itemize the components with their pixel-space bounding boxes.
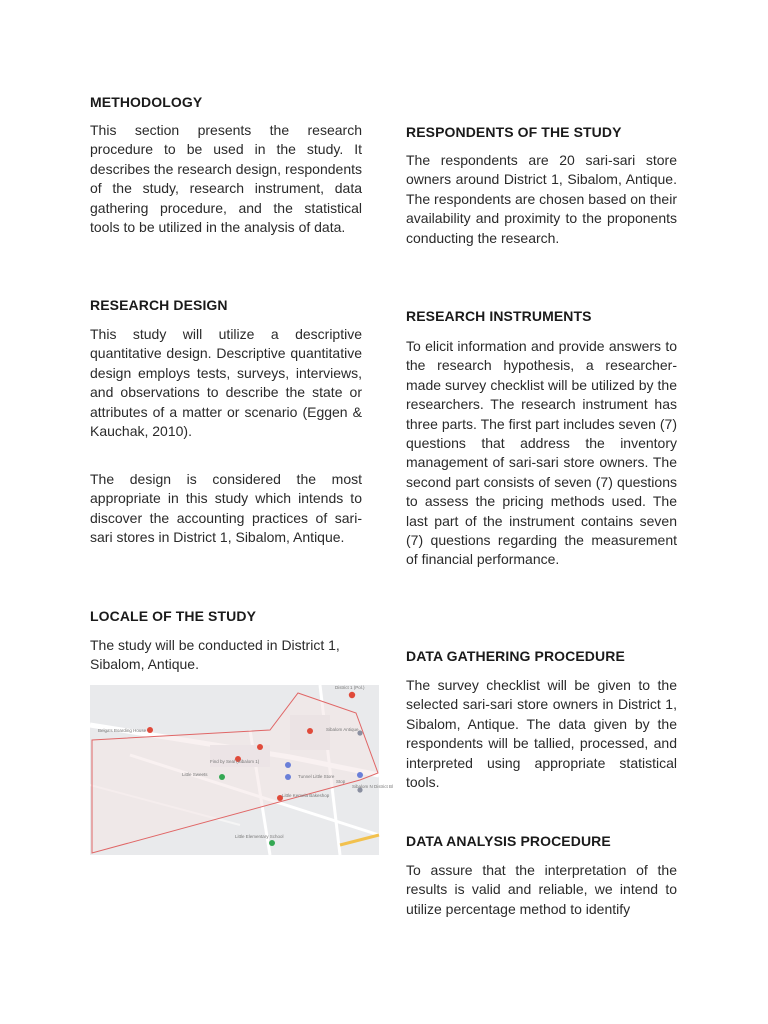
locale-body: The study will be conducted in District 1, Sibalom, Antique. (90, 637, 340, 673)
map-label-boarding: Belga's Boarding House (98, 728, 147, 733)
data-gathering-body: The survey checklist will be given to the selected sari-sari store owners in District 1, Sibalom, Antique. The data given by the respondents will be tallied, processed, and interpreted using appropriate statistical tools. (406, 677, 677, 791)
data-analysis-body: To assure that the interpretation of the results is valid and reliable, we intend to utilize percentage method to identify (406, 862, 677, 917)
instruments-body: To elicit information and provide answers to the research hypothesis, a researcher-made survey checklist will be utilized by the researchers. The research instrument has three parts. The first part includes seven (7) questions that address the inventory management of sari-sari store owners. The second part consists of seven (7) questions to assess the pricing methods used. The last part of the instrument contains seven (7) questions regarding the measurement of financial performance. (406, 338, 677, 568)
map-label-tunnel-store: Tunnel Little Store (298, 774, 335, 779)
map-graphic (90, 685, 394, 855)
data-gathering-heading: DATA GATHERING PROCEDURE (406, 648, 625, 664)
locale-heading: LOCALE OF THE STUDY (90, 608, 257, 624)
map-label-find-by-seal: Find by Seal (Sibalom 1) (210, 759, 260, 764)
map-label-sibalom-antique: Sibalom Antique (326, 727, 359, 732)
research-design-body-2: The design is considered the most appropriate in this study which intends to discover the accounting practices of sari-sari stores in District 1, Sibalom, Antique. (90, 471, 362, 546)
map-label-sibalom-n: Sibalom N District Bl (352, 784, 394, 789)
map-label-bakery: Little Kemela Bakeshop (282, 793, 330, 798)
respondents-body: The respondents are 20 sari-sari store owners around District 1, Sibalom, Antique. The respondents are chosen based on their availability and proximity to the proponents conducting the research. (406, 152, 677, 246)
respondents-heading: RESPONDENTS OF THE STUDY (406, 124, 622, 140)
research-design-body-1: This study will utilize a descriptive quantitative design. Descriptive quantitative design employs tests, surveys, interviews, and observations to describe the state or attributes of a matter or scenario (Eggen & Kauchak, 2010). (90, 326, 362, 440)
methodology-heading: METHODOLOGY (90, 94, 203, 110)
map-label-stop: Stop (336, 779, 346, 784)
map-label-little-sweets: Little Sweets (182, 772, 208, 777)
locale-map (90, 685, 394, 855)
methodology-body: This section presents the research procedure to be used in the study. It describes the research design, respondents of the study, research instrument, data gathering procedure, and the statistical tools to be utilized in the analysis of data. (90, 122, 362, 236)
research-design-heading: RESEARCH DESIGN (90, 297, 228, 313)
map-label-school: Little Elementary School (235, 834, 284, 839)
data-analysis-heading: DATA ANALYSIS PROCEDURE (406, 833, 611, 849)
instruments-heading: RESEARCH INSTRUMENTS (406, 308, 592, 324)
map-label-district: District 1 (Pol.) (335, 685, 365, 690)
